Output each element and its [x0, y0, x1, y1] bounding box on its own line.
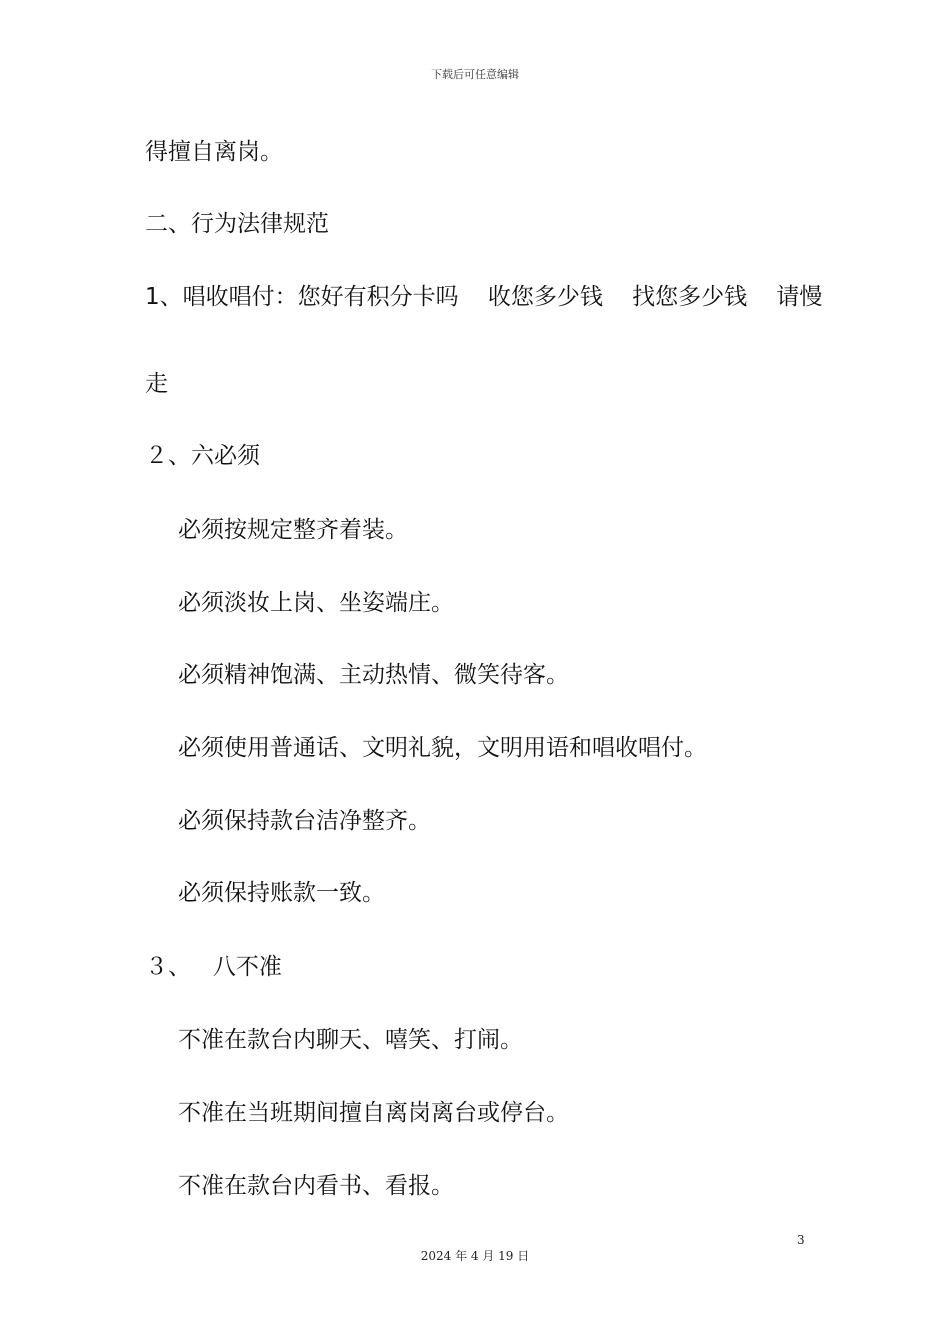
page-header: 下载后可任意编辑	[431, 68, 519, 81]
list-item: 不准在款台内聊天、嘻笑、打闹。	[178, 1027, 523, 1053]
subsection-heading: ２、六必须	[145, 443, 260, 469]
footer-date: 2024 年 4 月 19 日	[420, 1249, 530, 1263]
list-item: 必须保持款台洁净整齐。	[178, 808, 431, 834]
paragraph-line: 得擅自离岗。	[145, 139, 283, 165]
list-item: 必须使用普通话、文明礼貌，文明用语和唱收唱付。	[178, 735, 707, 761]
list-item: 不准在当班期间擅自离岗离台或停台。	[178, 1100, 569, 1126]
list-item: 必须保持账款一致。	[178, 880, 385, 906]
section-heading: 二、行为法律规范	[145, 211, 329, 237]
list-item: 必须精神饱满、主动热情、微笑待客。	[178, 662, 569, 688]
paragraph-line: 走	[145, 371, 168, 397]
list-item: 不准在款台内看书、看报。	[178, 1173, 454, 1199]
page-number: 3	[797, 1233, 805, 1247]
subsection-heading: ３、 八不准	[145, 954, 282, 980]
list-item: 必须淡妆上岗、坐姿端庄。	[178, 590, 454, 616]
list-item: 必须按规定整齐着装。	[178, 517, 408, 543]
paragraph-line: 1、唱收唱付：您好有积分卡吗 收您多少钱 找您多少钱 请慢	[145, 284, 823, 310]
